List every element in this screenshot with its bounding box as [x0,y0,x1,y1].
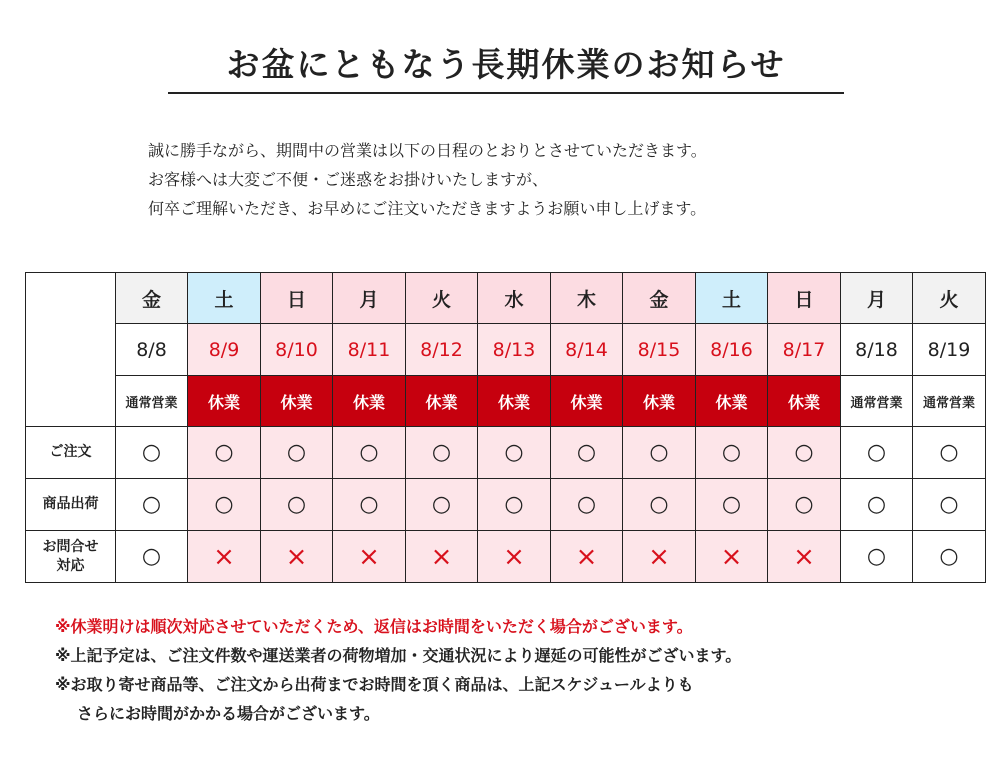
unavailable-mark: × [551,531,623,583]
weekday-cell: 土 [188,273,261,324]
weekday-cell: 金 [623,273,696,324]
availability-mark: ○ [913,531,986,583]
status-cell: 休業 [333,376,406,427]
availability-mark: ○ [261,427,333,479]
date-cell: 8/10 [261,324,333,376]
row-label-inquiry [26,531,116,583]
date-cell: 8/15 [623,324,696,376]
availability-mark: ○ [478,479,551,531]
date-cell: 8/17 [768,324,841,376]
availability-mark: ○ [551,479,623,531]
notes [55,612,741,728]
schedule-table [25,272,986,583]
status-cell: 休業 [551,376,623,427]
unavailable-mark: × [696,531,768,583]
status-cell: 休業 [188,376,261,427]
page-title: お盆にともなう長期休業のお知らせ [168,40,844,94]
note-line: ※お取り寄せ商品等、ご注文から出荷までお時間を頂く商品は、上記スケジュールよりも [55,675,694,694]
date-cell: 8/8 [116,324,188,376]
intro-line: お客様へは大変ご不便・ご迷惑をお掛けいたしますが、 [148,170,549,189]
availability-mark: ○ [696,479,768,531]
availability-mark: ○ [913,427,986,479]
date-cell: 8/18 [841,324,913,376]
unavailable-mark: × [478,531,551,583]
status-cell: 休業 [406,376,478,427]
weekday-cell: 金 [116,273,188,324]
date-cell: 8/12 [406,324,478,376]
weekday-cell: 月 [841,273,913,324]
status-cell: 通常営業 [841,376,913,427]
availability-mark: ○ [841,531,913,583]
date-cell: 8/11 [333,324,406,376]
status-cell: 休業 [696,376,768,427]
availability-mark: ○ [116,427,188,479]
weekday-cell: 土 [696,273,768,324]
availability-mark: ○ [261,479,333,531]
unavailable-mark: × [333,531,406,583]
note-line: ※休業明けは順次対応させていただくため、返信はお時間をいただく場合がございます。 [55,617,693,636]
availability-mark: ○ [188,427,261,479]
availability-mark: ○ [116,479,188,531]
availability-mark: ○ [841,427,913,479]
date-cell: 8/9 [188,324,261,376]
row-label-line: お問合せ [42,538,99,555]
note-line: さらにお時間がかかる場合がございます。 [77,704,380,723]
row-label-order: ご注文 [26,427,116,479]
availability-mark: ○ [768,427,841,479]
date-cell: 8/19 [913,324,986,376]
availability-mark: ○ [406,479,478,531]
header-corner [26,273,116,324]
availability-mark: ○ [551,427,623,479]
unavailable-mark: × [768,531,841,583]
availability-mark: ○ [116,531,188,583]
note-line: ※上記予定は、ご注文件数や運送業者の荷物増加・交通状況により遅延の可能性がございます。 [55,646,742,665]
availability-mark: ○ [623,479,696,531]
weekday-cell: 火 [913,273,986,324]
weekday-cell: 木 [551,273,623,324]
unavailable-mark: × [188,531,261,583]
weekday-cell: 月 [333,273,406,324]
date-cell: 8/14 [551,324,623,376]
availability-mark: ○ [696,427,768,479]
intro-text [148,136,707,223]
date-cell: 8/13 [478,324,551,376]
availability-mark: ○ [333,427,406,479]
row-label-line: 対応 [56,557,85,574]
availability-mark: ○ [478,427,551,479]
availability-mark: ○ [333,479,406,531]
availability-mark: ○ [406,427,478,479]
status-cell: 通常営業 [913,376,986,427]
header-corner [26,324,116,376]
weekday-cell: 火 [406,273,478,324]
weekday-cell: 水 [478,273,551,324]
status-cell: 通常営業 [116,376,188,427]
status-cell: 休業 [261,376,333,427]
row-label-shipping: 商品出荷 [26,479,116,531]
availability-mark: ○ [768,479,841,531]
intro-line: 誠に勝手ながら、期間中の営業は以下の日程のとおりとさせていただきます。 [148,141,707,160]
status-cell: 休業 [623,376,696,427]
status-cell: 休業 [768,376,841,427]
weekday-cell: 日 [768,273,841,324]
date-cell: 8/16 [696,324,768,376]
unavailable-mark: × [406,531,478,583]
status-cell: 休業 [478,376,551,427]
availability-mark: ○ [188,479,261,531]
unavailable-mark: × [261,531,333,583]
unavailable-mark: × [623,531,696,583]
availability-mark: ○ [623,427,696,479]
weekday-cell: 日 [261,273,333,324]
availability-mark: ○ [913,479,986,531]
header-corner [26,376,116,427]
availability-mark: ○ [841,479,913,531]
intro-line: 何卒ご理解いただき、お早めにご注文いただきますようお願い申し上げます。 [148,199,707,218]
